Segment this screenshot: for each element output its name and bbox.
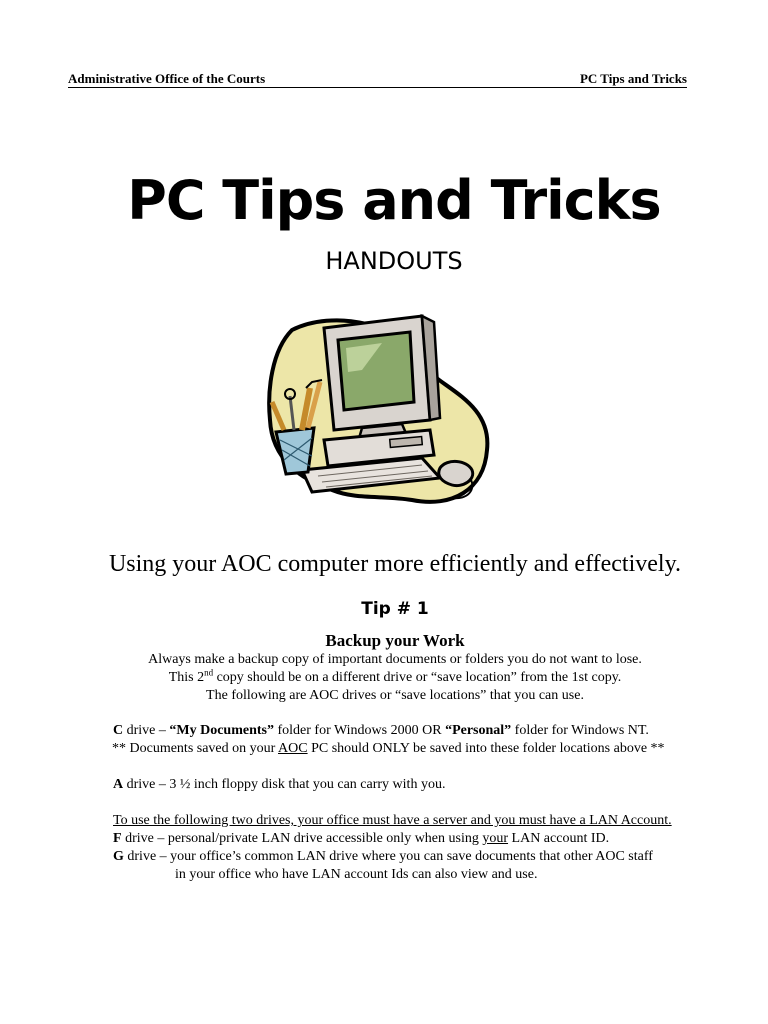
lan-requirement-note: To use the following two drives, your office must have a server and you must have a LAN Account. (113, 813, 672, 828)
drive-list (113, 722, 733, 884)
tip-intro (0, 651, 768, 705)
tip-heading: Tip # 1 (361, 599, 429, 619)
computer-clipart-icon (262, 310, 492, 510)
tip-line-3: The following are AOC drives or “save locations” that you can use. (206, 688, 584, 703)
a-drive-line: A drive – 3 ½ inch floppy disk that you can carry with you. (113, 777, 446, 792)
document-subtitle: HANDOUTS (325, 247, 463, 275)
tip-title: Backup your Work (325, 631, 465, 650)
tip-line-2: This 2nd copy should be on a different drive or “save location” from the 1st copy. (168, 667, 622, 685)
g-drive-line: G drive – your office’s common LAN drive where you can save documents that other AOC staff (113, 849, 653, 864)
tip-line-1: Always make a backup copy of important documents or folders you do not want to lose. (148, 652, 642, 667)
c-drive-line: C drive – “My Documents” folder for Windows 2000 OR “Personal” folder for Windows NT. (113, 723, 649, 738)
header-left-text: Administrative Office of the Courts (68, 71, 266, 86)
g-drive-line-continued: in your office who have LAN account Ids can also view and use. (175, 867, 538, 882)
f-drive-line: F drive – personal/private LAN drive accessible only when using your LAN account ID. (113, 831, 610, 846)
header-right-text: PC Tips and Tricks (579, 71, 687, 86)
tagline: Using your AOC computer more efficiently and effectively. (108, 551, 682, 577)
document-title: PC Tips and Tricks (127, 169, 661, 232)
save-location-note: ** Documents saved on your AOC PC should ONLY be saved into these folder locations above ** (112, 741, 665, 756)
page-header (68, 70, 687, 88)
